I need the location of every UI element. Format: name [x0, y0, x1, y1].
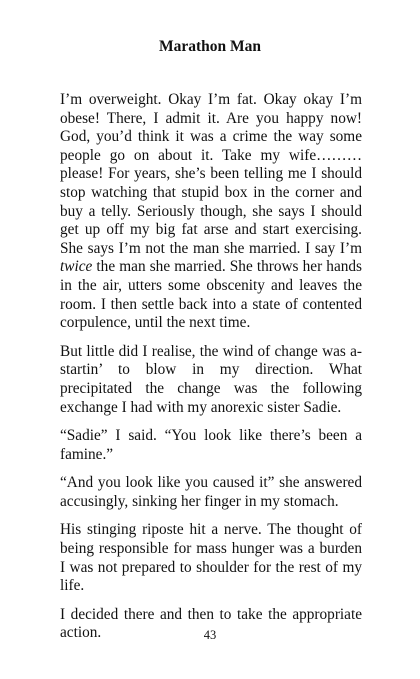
paragraph-6: I decided there and then to take the appropriate action. [60, 605, 362, 642]
paragraph-1-text-before: I’m overweight. Okay I’m fat. Okay okay I’m obese! There, I admit it. Are you happy now! God, you’d think it was a crime the way some people go on about it. Take my wife……… please! For years, she’s been telling me I should stop watching that stupid box in the corner and buy a telly. Seriously though, she says I should get up off my big fat arse and start exercising. She says I’m not the man she married. I say I’m [60, 91, 362, 257]
paragraph-5: His stinging riposte hit a nerve. The thought of being responsible for mass hunger was a burden I was not prepared to shoulder for the rest of my life. [60, 521, 362, 595]
paragraph-4: “And you look like you caused it” she answered accusingly, sinking her finger in my stomach. [60, 474, 362, 510]
chapter-body [60, 91, 362, 653]
paragraph-1-text-after: the man she married. She throws her hands in the air, utters some obscenity and leaves the room. I then settle back into a state of contented corpulence, until the next time. [60, 258, 362, 332]
paragraph-1-emphasis: twice [60, 258, 93, 276]
paragraph-3: “Sadie” I said. “You look like there’s been a famine.” [60, 427, 362, 463]
chapter-title: Marathon Man [158, 38, 262, 55]
paragraph-2: But little did I realise, the wind of change was a-startin’ to blow in my direction. What precipitated the change was the following exchange I had with my anorexic sister Sadie. [60, 342, 362, 416]
page-number: 43 [203, 628, 217, 642]
paragraph-1 [60, 91, 362, 333]
